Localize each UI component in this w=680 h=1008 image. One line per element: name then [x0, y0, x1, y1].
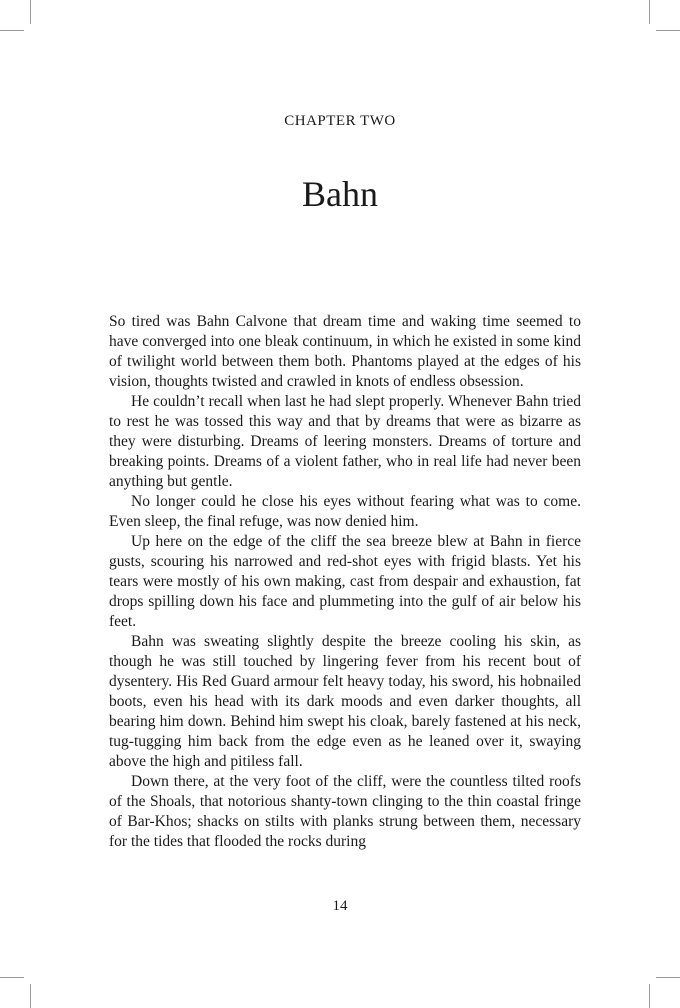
- crop-mark-bottom-right: [649, 984, 650, 1008]
- chapter-title: Bahn: [302, 174, 378, 214]
- crop-mark-top-right-h: [656, 30, 680, 31]
- body-text: [109, 312, 581, 852]
- paragraph: Down there, at the very foot of the cliff, were the countless tilted roofs of the Shoals, that notorious shanty-town clinging to the thin coastal fringe of Bar-Khos; shacks on stilts with planks strung between them, necessary for the tides that flooded the rocks during: [109, 773, 581, 850]
- page-number: 14: [332, 898, 348, 914]
- crop-mark-top-left: [30, 0, 31, 24]
- paragraph: No longer could he close his eyes without fearing what was to come. Even sleep, the final refuge, was now denied him.: [109, 493, 581, 530]
- paragraph: Bahn was sweating slightly despite the breeze cooling his skin, as though he was still touched by lingering fever from his recent bout of dysentery. His Red Guard armour felt heavy today, his sword, his hobnailed boots, even his head with its dark moods and even darker thoughts, all bearing him down. Behind him swept his cloak, barely fastened at his neck, tug-tugging him back from the edge even as he leaned over it, swaying above the high and pitiless fall.: [109, 633, 581, 770]
- chapter-label: CHAPTER TWO: [284, 113, 396, 129]
- crop-mark-bottom-right-h: [656, 977, 680, 978]
- crop-mark-top-left-h: [0, 30, 24, 31]
- paragraph: So tired was Bahn Calvone that dream time and waking time seemed to have converged into one bleak continuum, in which he existed in some kind of twilight world between them both. Phantoms played at the edges of his vision, thoughts twisted and crawled in knots of endless obsession.: [109, 313, 581, 390]
- crop-mark-bottom-left: [30, 984, 31, 1008]
- crop-mark-top-right: [649, 0, 650, 24]
- paragraph: Up here on the edge of the cliff the sea breeze blew at Bahn in fierce gusts, scouring his narrowed and red-shot eyes with frigid blasts. Yet his tears were mostly of his own making, cast from despair and exhaustion, fat drops spilling down his face and plummeting into the gulf of air below his feet.: [109, 533, 581, 630]
- crop-mark-bottom-left-h: [0, 977, 24, 978]
- paragraph: He couldn’t recall when last he had slept properly. Whenever Bahn tried to rest he was tossed this way and that by dreams that were as bizarre as they were disturbing. Dreams of leering monsters. Dreams of torture and breaking points. Dreams of a violent father, who in real life had never been anything but gentle.: [109, 393, 581, 490]
